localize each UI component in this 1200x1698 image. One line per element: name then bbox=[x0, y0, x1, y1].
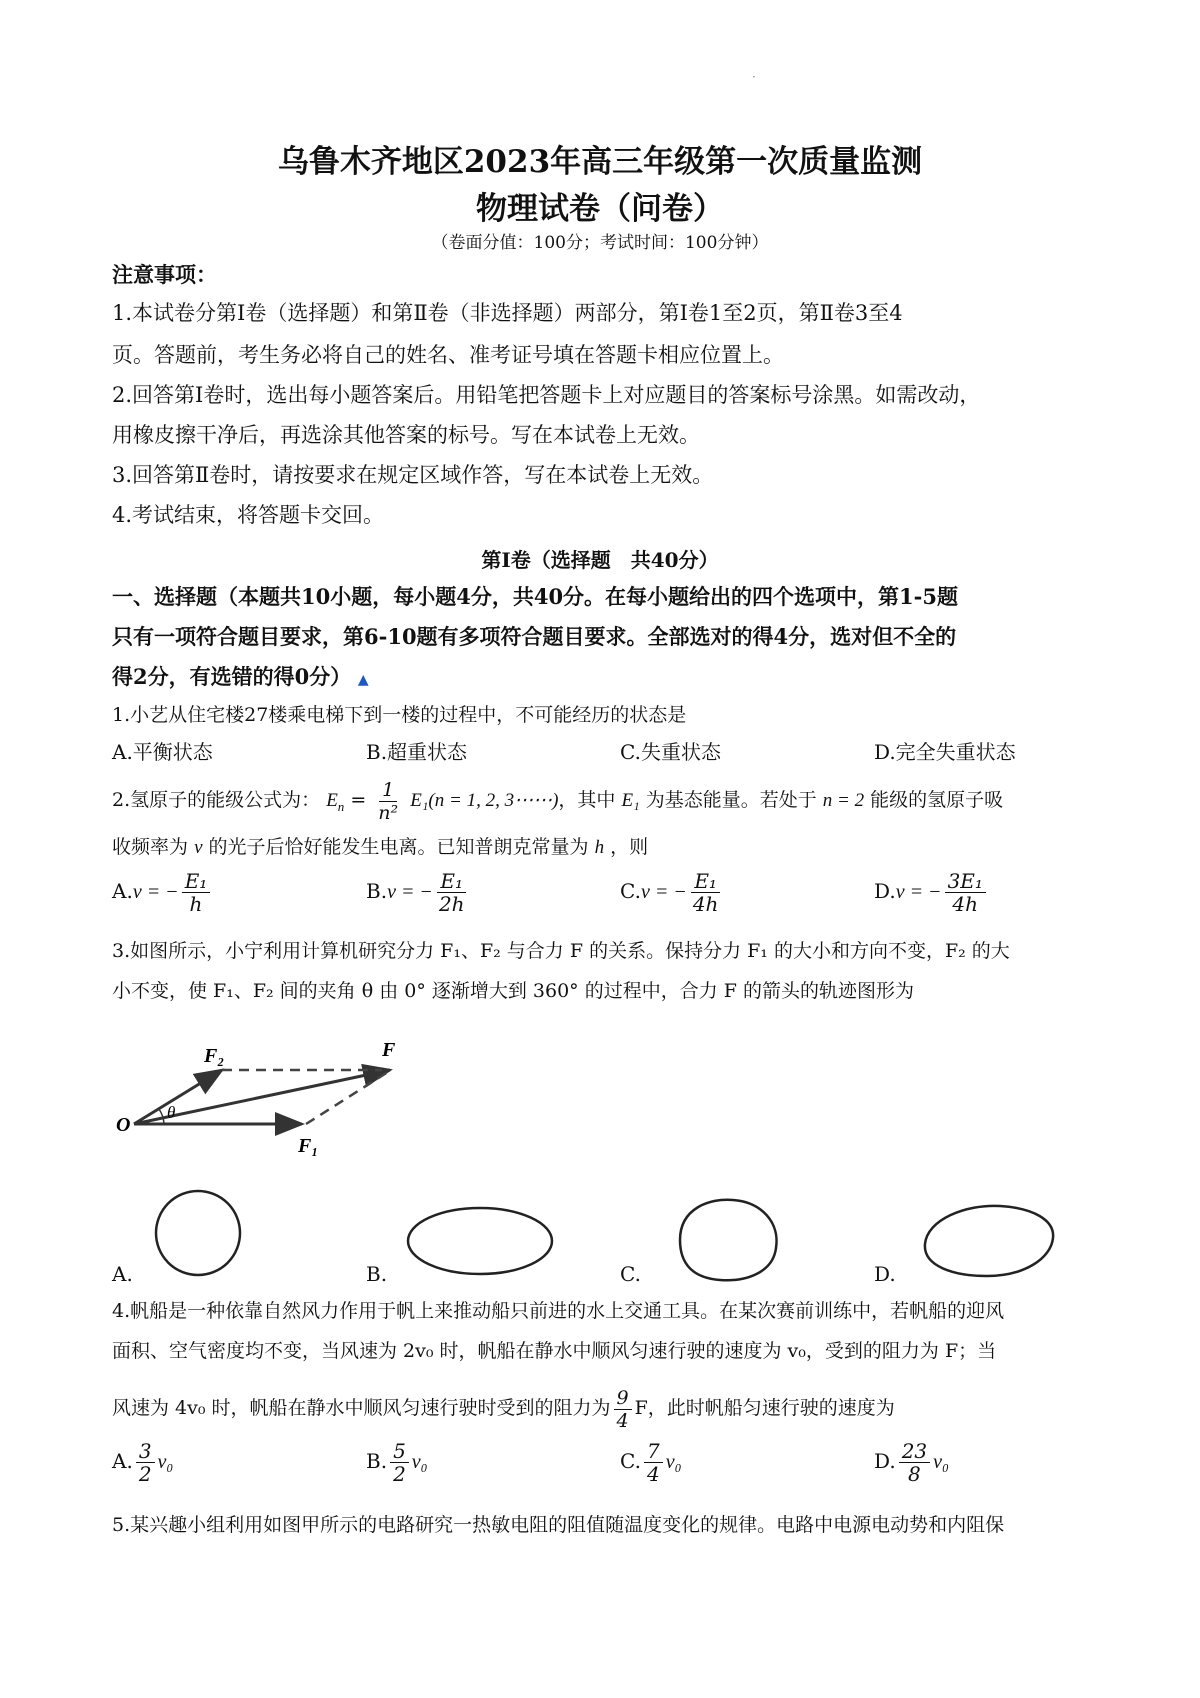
q2-option-fraction bbox=[182, 870, 211, 915]
q4-line3-a: 风速为 4v₀ 时，帆船在静水中顺风匀速行驶时受到的阻力为 bbox=[112, 1397, 611, 1419]
q4-option-den: 4 bbox=[646, 1462, 660, 1486]
edit-mark-icon: ▲ bbox=[357, 672, 369, 688]
q2-option-num: 3E₁ bbox=[945, 870, 986, 893]
q2-stem-b: ，其中 bbox=[558, 789, 616, 811]
q1-option-b: B.超重状态 bbox=[366, 740, 468, 764]
q2-nu: ν bbox=[194, 837, 203, 858]
q3-stem: 小不变，使 F₁、F₂ 间的夹角 θ 由 0° 逐渐增大到 360° 的过程中，合力 F 的箭头的轨迹图形为 bbox=[112, 980, 914, 1002]
q2-option-c bbox=[620, 870, 724, 915]
q4-stem: 面积、空气密度均不变，当风速为 2v₀ 时，帆船在静水中顺风匀速行驶的速度为 v₀，受到的阻力为 F；当 bbox=[112, 1340, 997, 1362]
q3-shape-c bbox=[655, 1190, 785, 1290]
q4-fraction bbox=[614, 1387, 632, 1432]
q2-option-num: E₁ bbox=[691, 870, 720, 893]
notice-line: 2.回答第Ⅰ卷时，选出每小题答案后。用铅笔把答题卡上对应题目的答案标号涂黑。如需改动， bbox=[112, 383, 981, 407]
section-intro: 一、选择题（本题共10小题，每小题4分，共40分。在每小题给出的四个选项中，第1-5题 bbox=[112, 584, 958, 609]
q4-option-fraction bbox=[390, 1440, 409, 1485]
q4-option-c bbox=[620, 1440, 682, 1485]
q3-stem: 3.如图所示，小宁利用计算机研究分力 F₁、F₂ 与合力 F 的关系。保持分力 F₁ 的大小和方向不变，F₂ 的大 bbox=[112, 940, 1010, 962]
q4-option-b bbox=[366, 1440, 428, 1485]
q2-formula-fraction bbox=[375, 779, 401, 824]
q4-option-den: 2 bbox=[393, 1462, 406, 1486]
notice-line: 1.本试卷分第Ⅰ卷（选择题）和第Ⅱ卷（非选择题）两部分，第Ⅰ卷1至2页，第Ⅱ卷3至4 bbox=[112, 301, 903, 325]
q4-option-label: A. bbox=[112, 1449, 133, 1473]
q4-option-fraction bbox=[899, 1440, 930, 1485]
section-heading: 第Ⅰ卷（选择题 共40分） bbox=[481, 548, 719, 572]
q4-option-unit: v₀ bbox=[157, 1451, 174, 1473]
q2-option-lhs: ν = − bbox=[895, 881, 942, 903]
q2-option-d bbox=[874, 870, 989, 915]
circle-shape bbox=[156, 1191, 240, 1275]
q1-option-d: D.完全失重状态 bbox=[874, 740, 1016, 764]
q2-option-lhs: ν = − bbox=[387, 881, 433, 903]
q4-option-a bbox=[112, 1440, 173, 1485]
q2-n-eq: n = 2 bbox=[822, 790, 865, 811]
q2-stem-d: 能级的氢原子吸 bbox=[870, 789, 1004, 811]
q2-formula-sub: n bbox=[337, 798, 345, 814]
q2-option-fraction bbox=[945, 870, 986, 915]
q1-stem: 1.小艺从住宅楼27楼乘电梯下到一楼的过程中，不可能经历的状态是 bbox=[112, 704, 687, 726]
top-dot: · bbox=[752, 70, 756, 84]
ellipse-shape bbox=[408, 1208, 552, 1274]
section-intro-text: 得2分，有选错的得0分） bbox=[112, 664, 352, 689]
q2-option-den: h bbox=[189, 892, 203, 916]
q4-stem: 4.帆船是一种依靠自然风力作用于帆上来推动船只前进的水上交通工具。在某次赛前训练中，若帆船的迎风 bbox=[112, 1300, 1005, 1322]
q2-option-fraction bbox=[690, 870, 722, 915]
q2-formula-num: 1 bbox=[379, 779, 397, 802]
theta-arc bbox=[159, 1109, 164, 1124]
q2-h: h bbox=[594, 837, 605, 858]
q4-line3-b: F，此时帆船匀速行驶的速度为 bbox=[634, 1397, 895, 1419]
q2-option-lhs: ν = − bbox=[640, 881, 687, 903]
q4-stem-line3 bbox=[112, 1382, 895, 1434]
q4-fraction-num: 9 bbox=[614, 1387, 632, 1410]
q2-formula-lhs: E bbox=[326, 790, 338, 811]
q1-option-c: C.失重状态 bbox=[620, 740, 721, 764]
exam-info: （卷面分值：100分；考试时间：100分钟） bbox=[431, 233, 769, 253]
q4-option-unit: v₀ bbox=[933, 1451, 949, 1473]
label-o: O bbox=[116, 1114, 131, 1136]
q4-option-num: 7 bbox=[644, 1440, 663, 1463]
q4-fraction-den: 4 bbox=[616, 1409, 629, 1432]
q4-option-num: 3 bbox=[136, 1440, 155, 1463]
q3-option-b: B. bbox=[366, 1262, 388, 1286]
q2-option-a bbox=[112, 870, 213, 915]
label-theta: θ bbox=[167, 1103, 176, 1122]
q2-line2-b: 的光子后恰好能发生电离。已知普朗克常量为 bbox=[208, 836, 589, 858]
q2-option-num: E₁ bbox=[182, 870, 211, 893]
q2-stem-c: 为基态能量。若处于 bbox=[645, 789, 817, 811]
q2-formula-rest: E₁(n = 1, 2, 3⋯⋯) bbox=[410, 790, 559, 811]
notice-line: 3.回答第Ⅱ卷时，请按要求在规定区域作答，写在本试卷上无效。 bbox=[112, 463, 714, 487]
q2-option-den: 4h bbox=[692, 892, 719, 916]
q2-stem-a: 2.氢原子的能级公式为： bbox=[112, 789, 321, 811]
q2-option-den: 4h bbox=[952, 892, 979, 916]
q4-option-label: B. bbox=[366, 1449, 388, 1473]
force-diagram bbox=[112, 1018, 432, 1158]
q1-option-a: A.平衡状态 bbox=[112, 740, 213, 764]
q3-shape-d bbox=[915, 1196, 1065, 1286]
q3-option-d: D. bbox=[874, 1262, 896, 1286]
q3-option-a: A. bbox=[112, 1262, 133, 1286]
q2-formula-den: n² bbox=[378, 801, 399, 824]
q2-e1: E₁ bbox=[621, 790, 640, 811]
q2-line2 bbox=[112, 832, 648, 863]
q4-option-d bbox=[874, 1440, 949, 1485]
q2-option-lhs: ν = − bbox=[132, 881, 179, 903]
section-intro: 只有一项符合题目要求，第6-10题有多项符合题目要求。全部选对的得4分，选对但不全的 bbox=[112, 624, 957, 649]
egg-shape bbox=[680, 1200, 777, 1280]
q3-shape-b bbox=[400, 1202, 560, 1282]
q2-option-label: A. bbox=[112, 879, 133, 903]
q2-option-label: C. bbox=[620, 879, 641, 903]
q4-option-label: C. bbox=[620, 1449, 641, 1473]
q2-option-label: D. bbox=[874, 879, 896, 903]
q4-option-num: 23 bbox=[899, 1440, 930, 1463]
q5-stem: 5.某兴趣小组利用如图甲所示的电路研究一热敏电阻的阻值随温度变化的规律。电路中电源电动势和内阻保 bbox=[112, 1514, 1005, 1536]
q2-option-fraction bbox=[436, 870, 468, 915]
q4-option-num: 5 bbox=[390, 1440, 409, 1463]
q4-option-den: 2 bbox=[138, 1462, 152, 1486]
q2-option-den: 2h bbox=[438, 892, 465, 916]
q2-option-label: B. bbox=[366, 879, 388, 903]
notice-heading: 注意事项： bbox=[112, 262, 217, 287]
q2-stem: 2.氢原子的能级公式为： $E_n$ = $\frac{1}{\text{n²}}$ E₁(n = 1, 2, 3⋯⋯)，其中 E₁ 为基态能量。若处于 n = 2 能级的氢原子吸 bbox=[112, 778, 1004, 824]
q3-shape-a bbox=[145, 1180, 255, 1290]
section-intro-last bbox=[112, 662, 369, 695]
q2-line2-a: 收频率为 bbox=[112, 836, 189, 858]
page-title: 乌鲁木齐地区2023年高三年级第一次质量监测 bbox=[277, 144, 923, 180]
q4-option-fraction bbox=[136, 1440, 155, 1485]
page-subtitle: 物理试卷（问卷） bbox=[476, 191, 724, 227]
q2-option-num: E₁ bbox=[437, 870, 466, 893]
q2-line2-c: ，则 bbox=[610, 836, 649, 858]
label-f2: F₂ bbox=[204, 1045, 225, 1067]
q4-option-fraction bbox=[644, 1440, 663, 1485]
q4-option-den: 8 bbox=[908, 1462, 921, 1486]
label-f1: F₁ bbox=[298, 1135, 319, 1157]
q4-option-unit: v₀ bbox=[411, 1451, 428, 1473]
q3-option-c: C. bbox=[620, 1262, 641, 1286]
q4-option-unit: v₀ bbox=[665, 1451, 682, 1473]
notice-line: 页。答题前，考生务必将自己的姓名、准考证号填在答题卡相应位置上。 bbox=[112, 343, 784, 367]
notice-line: 4.考试结束，将答题卡交回。 bbox=[112, 503, 385, 527]
q4-option-label: D. bbox=[874, 1449, 896, 1473]
label-f: F bbox=[382, 1039, 396, 1061]
egg-shape-tilted bbox=[925, 1206, 1053, 1276]
q2-option-b bbox=[366, 870, 471, 915]
notice-line: 用橡皮擦干净后，再选涂其他答案的标号。写在本试卷上无效。 bbox=[112, 423, 700, 447]
